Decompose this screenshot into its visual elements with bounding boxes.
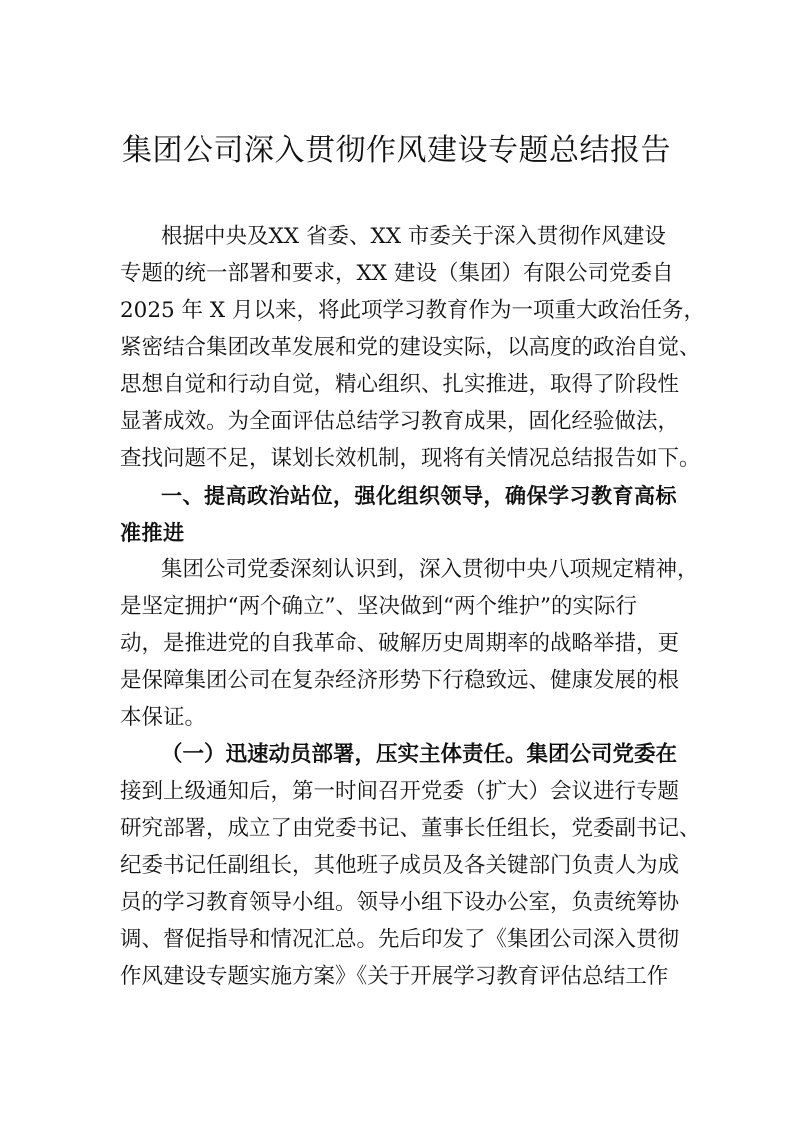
section-heading: 一、提高政治站位，强化组织领导，确保学习教育高标 <box>161 484 677 508</box>
paragraph-line: 员的学习教育领导小组。领导小组下设办公室，负责统筹协 <box>120 890 680 915</box>
paragraph-line: 显著成效。为全面评估总结学习教育成果，固化经验做法， <box>120 409 680 434</box>
section-heading-continued: 准推进 <box>120 521 185 545</box>
paragraph-line: 集团公司党委深刻认识到，深入贯彻中央八项规定精神， <box>161 557 699 582</box>
subsection-line: （一）迅速动员部署，压实主体责任。集团公司党委在 <box>161 742 678 767</box>
paragraph-line: 查找问题不足，谋划长效机制，现将有关情况总结报告如下。 <box>120 446 701 471</box>
paragraph-line: 是保障集团公司在复杂经济形势下行稳致远、健康发展的根 <box>120 668 680 693</box>
paragraph-line: 动，是推进党的自我革命、破解历史周期率的战略举措，更 <box>120 631 680 656</box>
paragraph-line: 纪委书记任副组长，其他班子成员及各关键部门负责人为成 <box>120 853 680 878</box>
paragraph-line: 是坚定拥护“两个确立”、坚决做到“两个维护”的实际行 <box>120 594 637 619</box>
paragraph-line: 本保证。 <box>120 705 207 730</box>
paragraph-line: 紧密结合集团改革发展和党的建设实际，以高度的政治自觉、 <box>120 335 701 360</box>
paragraph-line: 专题的统一部署和要求，XX 建设（集团）有限公司党委自 <box>120 261 674 286</box>
document-title: 集团公司深入贯彻作风建设专题总结报告 <box>122 133 671 168</box>
paragraph-line: 根据中央及XX 省委、XX 市委关于深入贯彻作风建设 <box>161 224 666 249</box>
paragraph-line: 接到上级通知后，第一时间召开党委（扩大）会议进行专题 <box>120 779 680 804</box>
paragraph-line: 作风建设专题实施方案》《关于开展学习教育评估总结工作 <box>120 964 669 989</box>
paragraph-line: 2025 年 X 月以来，将此项学习教育作为一项重大政治任务， <box>120 298 706 323</box>
paragraph-line: 思想自觉和行动自觉，精心组织、扎实推进，取得了阶段性 <box>120 372 680 397</box>
paragraph-line: 调、督促指导和情况汇总。先后印发了《集团公司深入贯彻 <box>120 927 680 952</box>
paragraph-line: 研究部署，成立了由党委书记、董事长任组长，党委副书记、 <box>120 816 701 841</box>
